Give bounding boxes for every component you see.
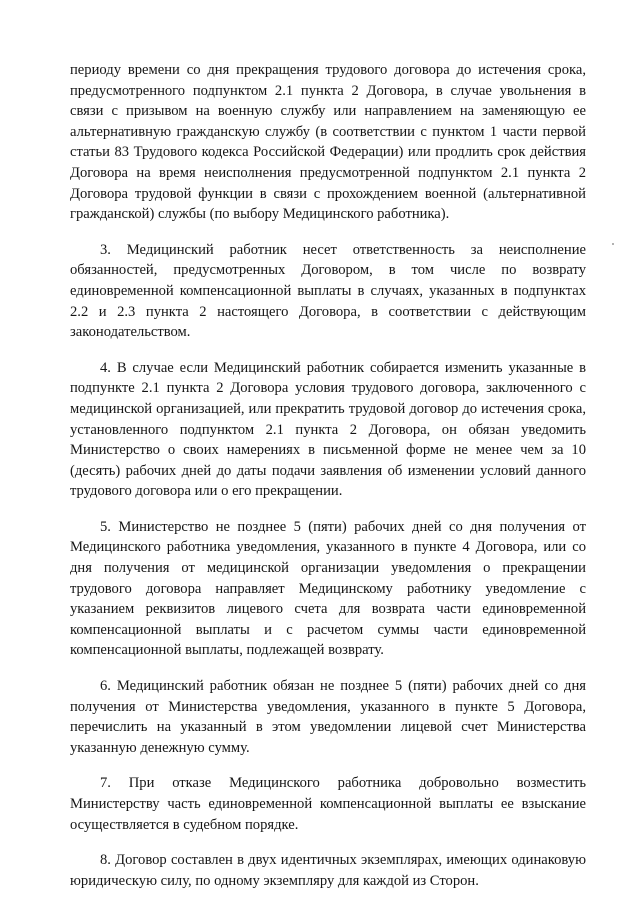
paragraph-6-payment: 6. Медицинский работник обязан не позднее 5 (пяти) рабочих дней со дня получения от Министерства уведомления, указанного в пункте 5 Договора, перечислить на указанный в этом уведомлении лицевой счет Министерства указанную денежную сумму. — [70, 678, 586, 756]
scan-speck — [612, 243, 614, 245]
paragraph-continuation: периоду времени со дня прекращения трудового договора до истечения срока, предусмотренного подпунктом 2.1 пункта 2 Договора, в случае увольнения в связи с призывом на военную службу или направлением на заменяющую ее альтернативную гражданскую службу (в соответствии с пунктом 1 части первой статьи 83 Трудового кодекса Российской Федерации) или продлить срок действия Договора на время неисполнения предусмотренной подпунктом 2.1 пункта 2 Договора трудовой функции в связи с прохождением военной (альтернативной гражданской) службы (по выбору Медицинского работника). — [70, 62, 586, 223]
paragraph-5-ministry-notice: 5. Министерство не позднее 5 (пяти) рабочих дней со дня получения от Медицинского работника уведомления, указанного в пункте 4 Договора, или со дня получения от медицинской организации уведомления о прекращении трудового договора направляет Медицинскому работнику уведомление с указанием реквизитов лицевого счета для возврата части единовременной компенсационной выплаты и с расчетом суммы части единовременной компенсационной выплаты, подлежащей возврату. — [70, 518, 586, 659]
paragraph-7-refusal: 7. При отказе Медицинского работника добровольно возместить Министерству часть единовременной компенсационной выплаты ее взыскание осуществляется в судебном порядке. — [70, 775, 586, 833]
paragraph-8-copies: 8. Договор составлен в двух идентичных экземплярах, имеющих одинаковую юридическую силу, по одному экземпляру для каждой из Сторон. — [70, 852, 586, 889]
paragraph-3-responsibility: 3. Медицинский работник несет ответственность за неисполнение обязанностей, предусмотренных Договором, в том числе по возврату единовременной компенсационной выплаты в случаях, указанных в подпунктах 2.2 и 2.3 пункта 2 настоящего Договора, в соответствии с действующим законодательством. — [70, 241, 586, 341]
paragraph-4-notification: 4. В случае если Медицинский работник собирается изменить указанные в подпункте 2.1 пункта 2 Договора условия трудового договора, заключенного с медицинской организацией, или прекратить трудовой договор до истечения срока, установленного подпунктом 2.1 пункта 2 Договора, он обязан уведомить Министерство о своих намерениях в письменной форме не менее чем за 10 (десять) рабочих дней до даты подачи заявления об изменении условий данного трудового договора или о его прекращении. — [70, 359, 586, 500]
